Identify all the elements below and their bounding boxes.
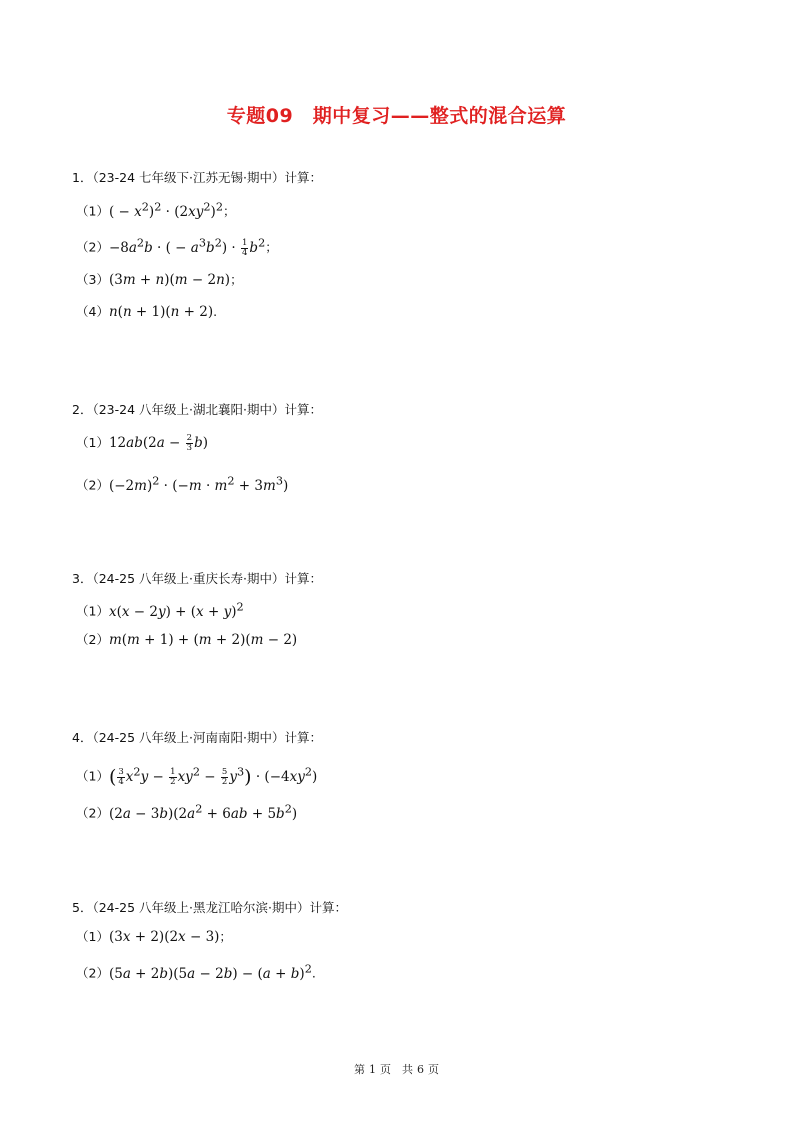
- math-expression: 12ab(2a − $\frac{2}{3}$ b): [108, 433, 209, 453]
- math-expression: $(2a - 3b)(2a^2 + 6ab + 5b^2)$: [108, 802, 298, 822]
- item-label: （2）: [76, 965, 109, 981]
- question-4-item-1: [76, 763, 317, 787]
- math-expression: m(m + 1) + (m + 2)(m − 2): [108, 632, 298, 648]
- total-page-count: 6: [417, 1063, 424, 1076]
- question-1-header: 1．（23-24 七年级下·江苏无锡·期中）计算：: [72, 170, 322, 185]
- page-title: 专题09 期中复习——整式的混合运算: [226, 105, 567, 127]
- item-label: （1）: [76, 768, 109, 784]
- item-label: （2）: [76, 239, 109, 255]
- math-expression: $-8a^2b$ · ( − $a^3b^2$) · $\frac{1}{4}$ $b^2$: [108, 236, 266, 258]
- page-footer: 第 1 页 共 6 页: [354, 1063, 439, 1076]
- math-expression: $(5a + 2b)(5a - 2b) - (a + b)^2$: [108, 962, 312, 982]
- question-2-item-2: [76, 472, 288, 496]
- question-1-item-4: （4）n(n + 1)(n + 2).: [76, 304, 218, 320]
- question-1-item-2: $(2)-8a^2b$ · ( − $a^3b^2$) · $\frac{1}{4}$ $b^2$；: [76, 236, 278, 258]
- question-5-item-2: $(2)(5a + 2b)(5a - 2b) - (a + b)^2$.: [76, 962, 316, 982]
- math-expression: $x(x - 2y) + (x + y)^2$: [108, 600, 244, 620]
- question-3-header: 3．（24-25 八年级上·重庆长寿·期中）计算：: [72, 571, 322, 586]
- item-label: （1）: [76, 435, 109, 450]
- item-label: （1）: [76, 203, 109, 219]
- question-3-item-2: [76, 631, 297, 650]
- question-3-item-1: [76, 598, 244, 622]
- current-page-number: 1: [369, 1063, 376, 1076]
- question-5-item-1: （1）(3x + 2)(2x − 3)；: [76, 929, 232, 945]
- question-1-item-1: $(1)( - x^2)^2 \cdot (2xy^2)^2$；: [76, 200, 236, 220]
- math-expression: (3x + 2)(2x − 3): [108, 929, 220, 945]
- math-expression: ( − $x^2)^2 \cdot (2xy^2)^2$: [108, 200, 223, 220]
- item-label: （3）: [76, 272, 109, 287]
- question-2-header: 2．（23-24 八年级上·湖北襄阳·期中）计算：: [72, 402, 322, 417]
- math-expression: n(n + 1)(n + 2): [108, 304, 214, 320]
- math-expression: $(-2m)^2 \cdot (-m \cdot m^2 + 3m^3)$: [108, 474, 289, 494]
- item-label: （2）: [76, 805, 109, 821]
- item-label: （1）: [76, 603, 109, 619]
- question-4-item-2: [76, 800, 297, 824]
- item-label: （1）: [76, 929, 109, 944]
- question-4-header: 4．（24-25 八年级上·河南南阳·期中）计算：: [72, 730, 322, 745]
- item-label: （2）: [76, 632, 109, 647]
- question-2-item-1: [76, 434, 208, 453]
- question-1-item-3: （3）(3m + n)(m − 2n)；: [76, 272, 243, 288]
- question-5-header: 5．（24-25 八年级上·黑龙江哈尔滨·期中）计算：: [72, 900, 347, 915]
- math-expression: ( $\frac{3}{4}$ $x^2y$ − $\frac{1}{2}$ $xy^2$ − $\frac{5}{2}$ $y^3) \cdot (-4xy^2)$: [108, 765, 318, 788]
- item-label: （4）: [76, 304, 109, 319]
- item-label: （2）: [76, 477, 109, 493]
- math-expression: (3m + n)(m − 2n): [108, 272, 231, 288]
